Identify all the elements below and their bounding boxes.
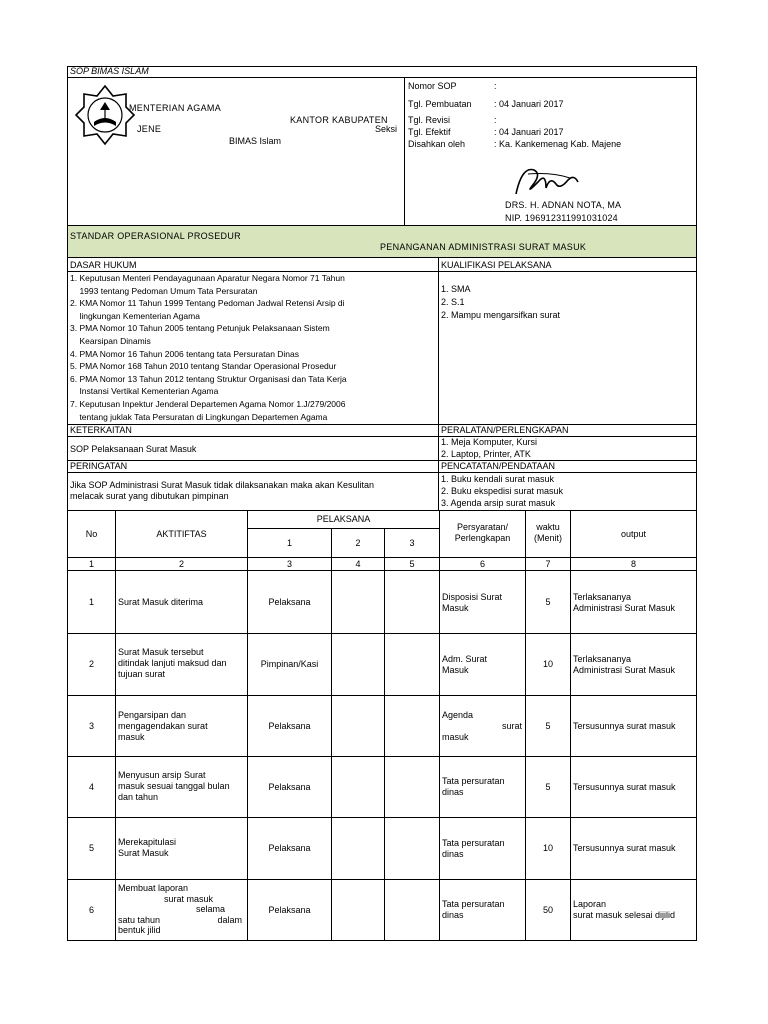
signer-name: DRS. H. ADNAN NOTA, MA [505, 200, 622, 210]
col-number: 8 [630, 558, 636, 569]
meta-values [494, 81, 621, 151]
pencatatan-list [441, 474, 563, 510]
row-output: Terlaksananya [573, 654, 632, 664]
col-number: 2 [178, 558, 184, 569]
org-jene: JENE [137, 124, 162, 134]
col-header-p3: 3 [409, 537, 415, 548]
header-line: Persyaratan/ [456, 522, 509, 532]
row-activity: selama [196, 904, 226, 915]
peralatan-list [441, 437, 537, 461]
row-no: 5 [88, 843, 94, 853]
list-item: 7. Keputusan Inpektur Jenderal Departemen Agama Nomor 1.J/279/2006 [70, 398, 346, 409]
meta-value: : 04 Januari 2017 [494, 127, 564, 137]
meta-value: : 04 Januari 2017 [494, 99, 564, 109]
list-item: 2. Buku ekspedisi surat masuk [441, 486, 564, 496]
col-header-waktu [526, 522, 570, 544]
row-output: Terlaksananya [573, 592, 632, 602]
row-syarat: Tata persuratan [442, 838, 505, 848]
col-header-output: output [620, 528, 647, 539]
list-item: 2. S.1 [441, 297, 465, 307]
row-output: Tersusunnya surat masuk [573, 781, 676, 792]
row-activity: Membuat laporan [118, 883, 189, 893]
row-output: surat masuk selesai dijilid [573, 910, 676, 920]
col-header-no: No [85, 528, 98, 539]
list-item: 1. Keputusan Menteri Pendayagunaan Aparatur Negara Nomor 71 Tahun [70, 273, 345, 283]
row-activity: masuk [118, 732, 145, 742]
row-output: Administrasi Surat Masuk [573, 603, 676, 613]
header-line: Perlengkapan [454, 533, 511, 543]
meta-value: : Ka. Kankemenag Kab. Majene [494, 139, 622, 149]
row-no: 1 [88, 596, 94, 607]
row-activity: dan tahun [118, 792, 159, 802]
meta-label: Disahkan oleh [408, 139, 466, 149]
row-activity: tujuan surat [118, 669, 166, 679]
row-activity: bentuk jilid [118, 925, 161, 936]
row-waktu: 5 [545, 720, 551, 731]
row-output: Tersusunnya surat masuk [573, 720, 676, 731]
row-syarat: Disposisi Surat [442, 592, 503, 602]
row-waktu: 50 [542, 904, 553, 915]
row-pelaksana: Pimpinan/Kasi [260, 659, 319, 669]
kualifikasi-heading: KUALIFIKASI PELAKSANA [441, 260, 552, 270]
row-pelaksana: Pelaksana [268, 904, 311, 915]
list-item: 1. SMA [441, 284, 471, 294]
row-activity: masuk sesuai tanggal bulan [118, 781, 230, 791]
row-syarat: Agenda [442, 710, 474, 720]
row-activity: Surat Masuk tersebut [118, 647, 204, 657]
col-number: 6 [479, 558, 485, 569]
row-activity: Surat Masuk diterima [118, 596, 204, 607]
row-no: 2 [88, 659, 94, 669]
list-item: 2. Laptop, Printer, ATK [441, 449, 531, 459]
meta-labels [408, 81, 472, 151]
row-no: 6 [88, 904, 94, 915]
pencatatan-heading: PENCATATAN/PENDATAAN [441, 461, 556, 471]
col-number: 3 [286, 558, 292, 569]
row-no: 3 [88, 720, 94, 731]
row-pelaksana: Pelaksana [268, 781, 311, 792]
col-header-aktivitas: AKTITIFTAS [156, 528, 207, 539]
row-activity: Menyusun arsip Surat [118, 770, 206, 780]
row-activity: Merekapitulasi [118, 837, 177, 847]
meta-label: Tgl. Pembuatan [408, 99, 472, 109]
list-item: Kearsipan Dinamis [70, 335, 151, 346]
row-pelaksana: Pelaksana [268, 720, 311, 731]
peringatan-heading: PERINGATAN [70, 461, 128, 471]
row-activity: dalam [217, 914, 242, 925]
list-item: 4. PMA Nomor 16 Tahun 2006 tentang tata Persuratan Dinas [70, 348, 300, 359]
meta-label: Tgl. Revisi [408, 115, 451, 125]
row-pelaksana: Pelaksana [268, 596, 311, 607]
signature [512, 160, 582, 200]
row-syarat: dinas [442, 787, 464, 797]
row-waktu: 10 [542, 843, 553, 853]
row-syarat: dinas [442, 849, 464, 859]
row-syarat: Tata persuratan [442, 899, 505, 909]
list-item: 2. KMA Nomor 11 Tahun 1999 Tentang Pedoman Jadwal Retensi Arsip di [70, 298, 345, 309]
row-activity: ditindak lanjuti maksud dan [118, 658, 227, 668]
list-item: 1993 tentang Pedoman Umum Tata Persuratan [70, 285, 258, 296]
row-waktu: 10 [542, 659, 553, 669]
list-item: tentang juklak Tata Persuratan di Lingkungan Departemen Agama [70, 411, 328, 422]
list-item: 1. Buku kendali surat masuk [441, 474, 555, 484]
dasar-hukum-heading: DASAR HUKUM [70, 260, 137, 270]
row-activity: Surat Masuk [118, 848, 169, 858]
row-activity-block [118, 883, 244, 936]
row-activity: satu tahun [118, 914, 161, 925]
meta-value: : [494, 81, 497, 91]
col-number: 7 [545, 558, 551, 569]
row-syarat: surat [501, 721, 522, 731]
row-waktu: 5 [545, 596, 551, 607]
row-syarat-block [442, 710, 522, 743]
keterkaitan-heading: KETERKAITAN [70, 425, 132, 435]
sop-label: SOP BIMAS ISLAM [70, 66, 149, 76]
col-number: 4 [355, 558, 361, 569]
meta-label: Nomor SOP [408, 81, 457, 91]
col-header-p1: 1 [286, 537, 292, 548]
col-number: 5 [409, 558, 415, 569]
meta-value: : [494, 115, 497, 125]
col-header-persyaratan [440, 522, 525, 544]
header-line: (Menit) [533, 533, 562, 543]
list-item: 3. Agenda arsip surat masuk [441, 498, 556, 508]
row-pelaksana: Pelaksana [268, 843, 311, 853]
org-kantor: KANTOR KABUPATEN [290, 115, 388, 125]
org-bimas: BIMAS Islam [229, 136, 282, 146]
list-item: 1. Meja Komputer, Kursi [441, 437, 538, 447]
row-syarat: masuk [442, 732, 469, 742]
text-line: melacak surat yang dibutukan pimpinan [70, 491, 229, 501]
peringatan-text [70, 480, 374, 502]
row-activity: mengagendakan surat [118, 721, 208, 731]
row-output: Administrasi Surat Masuk [573, 665, 676, 675]
sop-title: STANDAR OPERASIONAL PROSEDUR [70, 231, 241, 241]
text-line: Jika SOP Administrasi Surat Masuk tidak dilaksanakan maka akan Kesulitan [70, 480, 374, 490]
list-item: 2. Mampu mengarsifkan surat [441, 310, 561, 320]
row-syarat: dinas [442, 910, 464, 920]
peralatan-heading: PERALATAN/PERLENGKAPAN [441, 425, 569, 435]
col-header-p2: 2 [355, 537, 361, 548]
row-output: Laporan [573, 899, 607, 909]
header-line: waktu [536, 522, 560, 532]
row-no: 4 [88, 781, 94, 792]
ministry-logo [74, 84, 136, 146]
signer-nip: NIP. 196912311991031024 [505, 213, 618, 223]
row-activity: Pengarsipan dan [118, 710, 187, 720]
col-number: 1 [88, 558, 94, 569]
row-syarat: Tata persuratan [442, 776, 505, 786]
row-activity: surat masuk [164, 893, 214, 904]
row-output: Tersusunnya surat masuk [573, 843, 676, 853]
sop-subject: PENANGANAN ADMINISTRASI SURAT MASUK [380, 242, 587, 252]
row-waktu: 5 [545, 781, 551, 792]
kualifikasi-list [441, 284, 560, 323]
col-header-pelaksana: PELAKSANA [316, 514, 371, 524]
list-item: lingkungan Kementerian Agama [70, 310, 200, 321]
list-item: Instansi Vertikal Kementerian Agama [70, 386, 219, 397]
keterkaitan-text: SOP Pelaksanaan Surat Masuk [70, 444, 197, 454]
list-item: 3. PMA Nomor 10 Tahun 2005 tentang Petunjuk Pelaksanaan Sistem [70, 323, 330, 334]
row-syarat: Masuk [442, 665, 469, 675]
list-item: 6. PMA Nomor 13 Tahun 2012 tentang Struktur Organisasi dan Tata Kerja [70, 373, 347, 384]
row-syarat: Adm. Surat [442, 654, 488, 664]
row-syarat: Masuk [442, 603, 469, 613]
list-item: 5. PMA Nomor 168 Tahun 2010 tentang Standar Operasional Prosedur [70, 361, 337, 372]
org-seksi: Seksi [375, 124, 398, 134]
meta-label: Tgl. Efektif [408, 127, 451, 137]
dasar-hukum-list [70, 273, 347, 424]
org-name: MENTERIAN AGAMA [129, 103, 222, 113]
